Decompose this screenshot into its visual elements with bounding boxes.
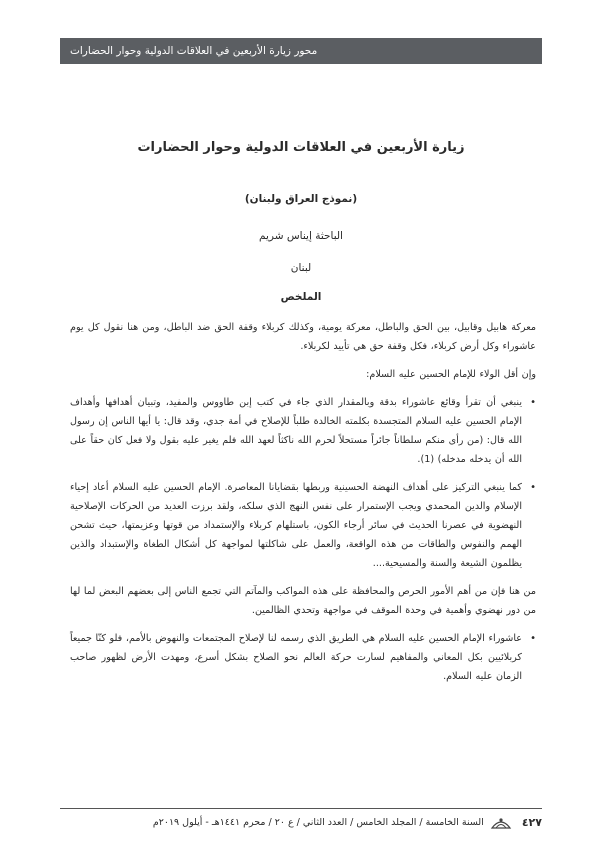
footer-divider (60, 808, 542, 809)
running-header-title: محور زيارة الأربعين في العلاقات الدولية وحوار الحضارات (70, 45, 318, 57)
article-subtitle: (نموذج العراق ولبنان) (244, 193, 358, 205)
page-footer (60, 814, 542, 830)
journal-emblem-icon (490, 814, 512, 830)
abstract-body (70, 318, 536, 695)
running-header (60, 38, 542, 64)
abstract-heading: الملخص (280, 291, 322, 303)
bullet-point-3: • عاشوراء الإمام الحسين عليه السلام هي الطريق الذي رسمه لنا لإصلاح المجتمعات والنهوض بالأمم، فلو كنّا جميعاً كربلائيين بكل المعاني والمفاهيم لسارت حركة العالم نحو الصلاح بشكل أسرع، ومهدت الأرض لظهور صاحب الزمان عليه السلام. (70, 629, 536, 686)
closing-paragraph: من هنا فإن من أهم الأمور الحرص والمحافظة على هذه المواكب والمآتم التي تجمع الناس إلى بعضهم البعض لما لها من دور نهضوي وأهمية في وحدة الموقف في مواجهة وتحدي الظالمين. (70, 586, 536, 616)
bullet-point-2: • كما ينبغي التركيز على أهداف النهضة الحسينية وربطها بقضايانا المعاصرة. الإمام الحسين عليه السلام أعاد إحياء الإسلام والدين المحمدي ويجب الإستمرار على نفس النهج الذي سلكه، ولقد برزت العديد من الحركات الإصلاحية النهضوية في عصرنا الحديث في سائر أرجاء الكون، باستلهام كربلاء والإستمداد من قوتها وعزيمتها، حيث تشحن الهمم والنفوس والطاقات من هذه الواقعة، والعمل على شاكلتها لمواجهة كل أشكال الطغاة والإستبداد والذين يظلمون الشيعة والسنة والمسيحية.... (70, 478, 536, 573)
author-country: لبنان (290, 262, 312, 274)
page-number: ٤٢٧ (521, 815, 542, 829)
article-title: زيارة الأربعين في العلاقات الدولية وحوار الحضارات (137, 140, 465, 155)
footer-citation: السنة الخامسة / المجلد الخامس / العدد الثاني / ع ٢٠ / محرم ١٤٤١هـ - أيلول ٢٠١٩م (152, 816, 484, 828)
lead-paragraph: وإن أقل الولاء للإمام الحسين عليه السلام: (366, 369, 536, 380)
author-name: الباحثة إيناس شريم (259, 230, 343, 242)
bullet-point-1: • ينبغي أن تقرأ وقائع عاشوراء بدقة وبالمقدار الذي جاء في كتب إبن طاووس والمفيد، وتبيان أهدافها وأهداف الإمام الحسين عليه السلام المتجسدة بكلمته الخالدة طلباً للإصلاح في أمة جدي، وقد قال: يا أيها الناس إن رسول الله قال: (من رأى منكم سلطاناً جائراً مستحلاً لحرم الله ناكثاً لعهد الله فلم يغير عليه بقول ولا فعل كان حقاً على الله أن يدخله مدخله) (1). (70, 393, 536, 469)
intro-paragraph: معركة هابيل وقابيل، بين الحق والباطل، معركة يومية، وكذلك كربلاء وقفة الحق ضد الباطل، ومن هنا نقول كل يوم عاشوراء وكل أرض كربلاء، فكل وقفة حق هي تأييد لكربلاء. (70, 322, 536, 352)
